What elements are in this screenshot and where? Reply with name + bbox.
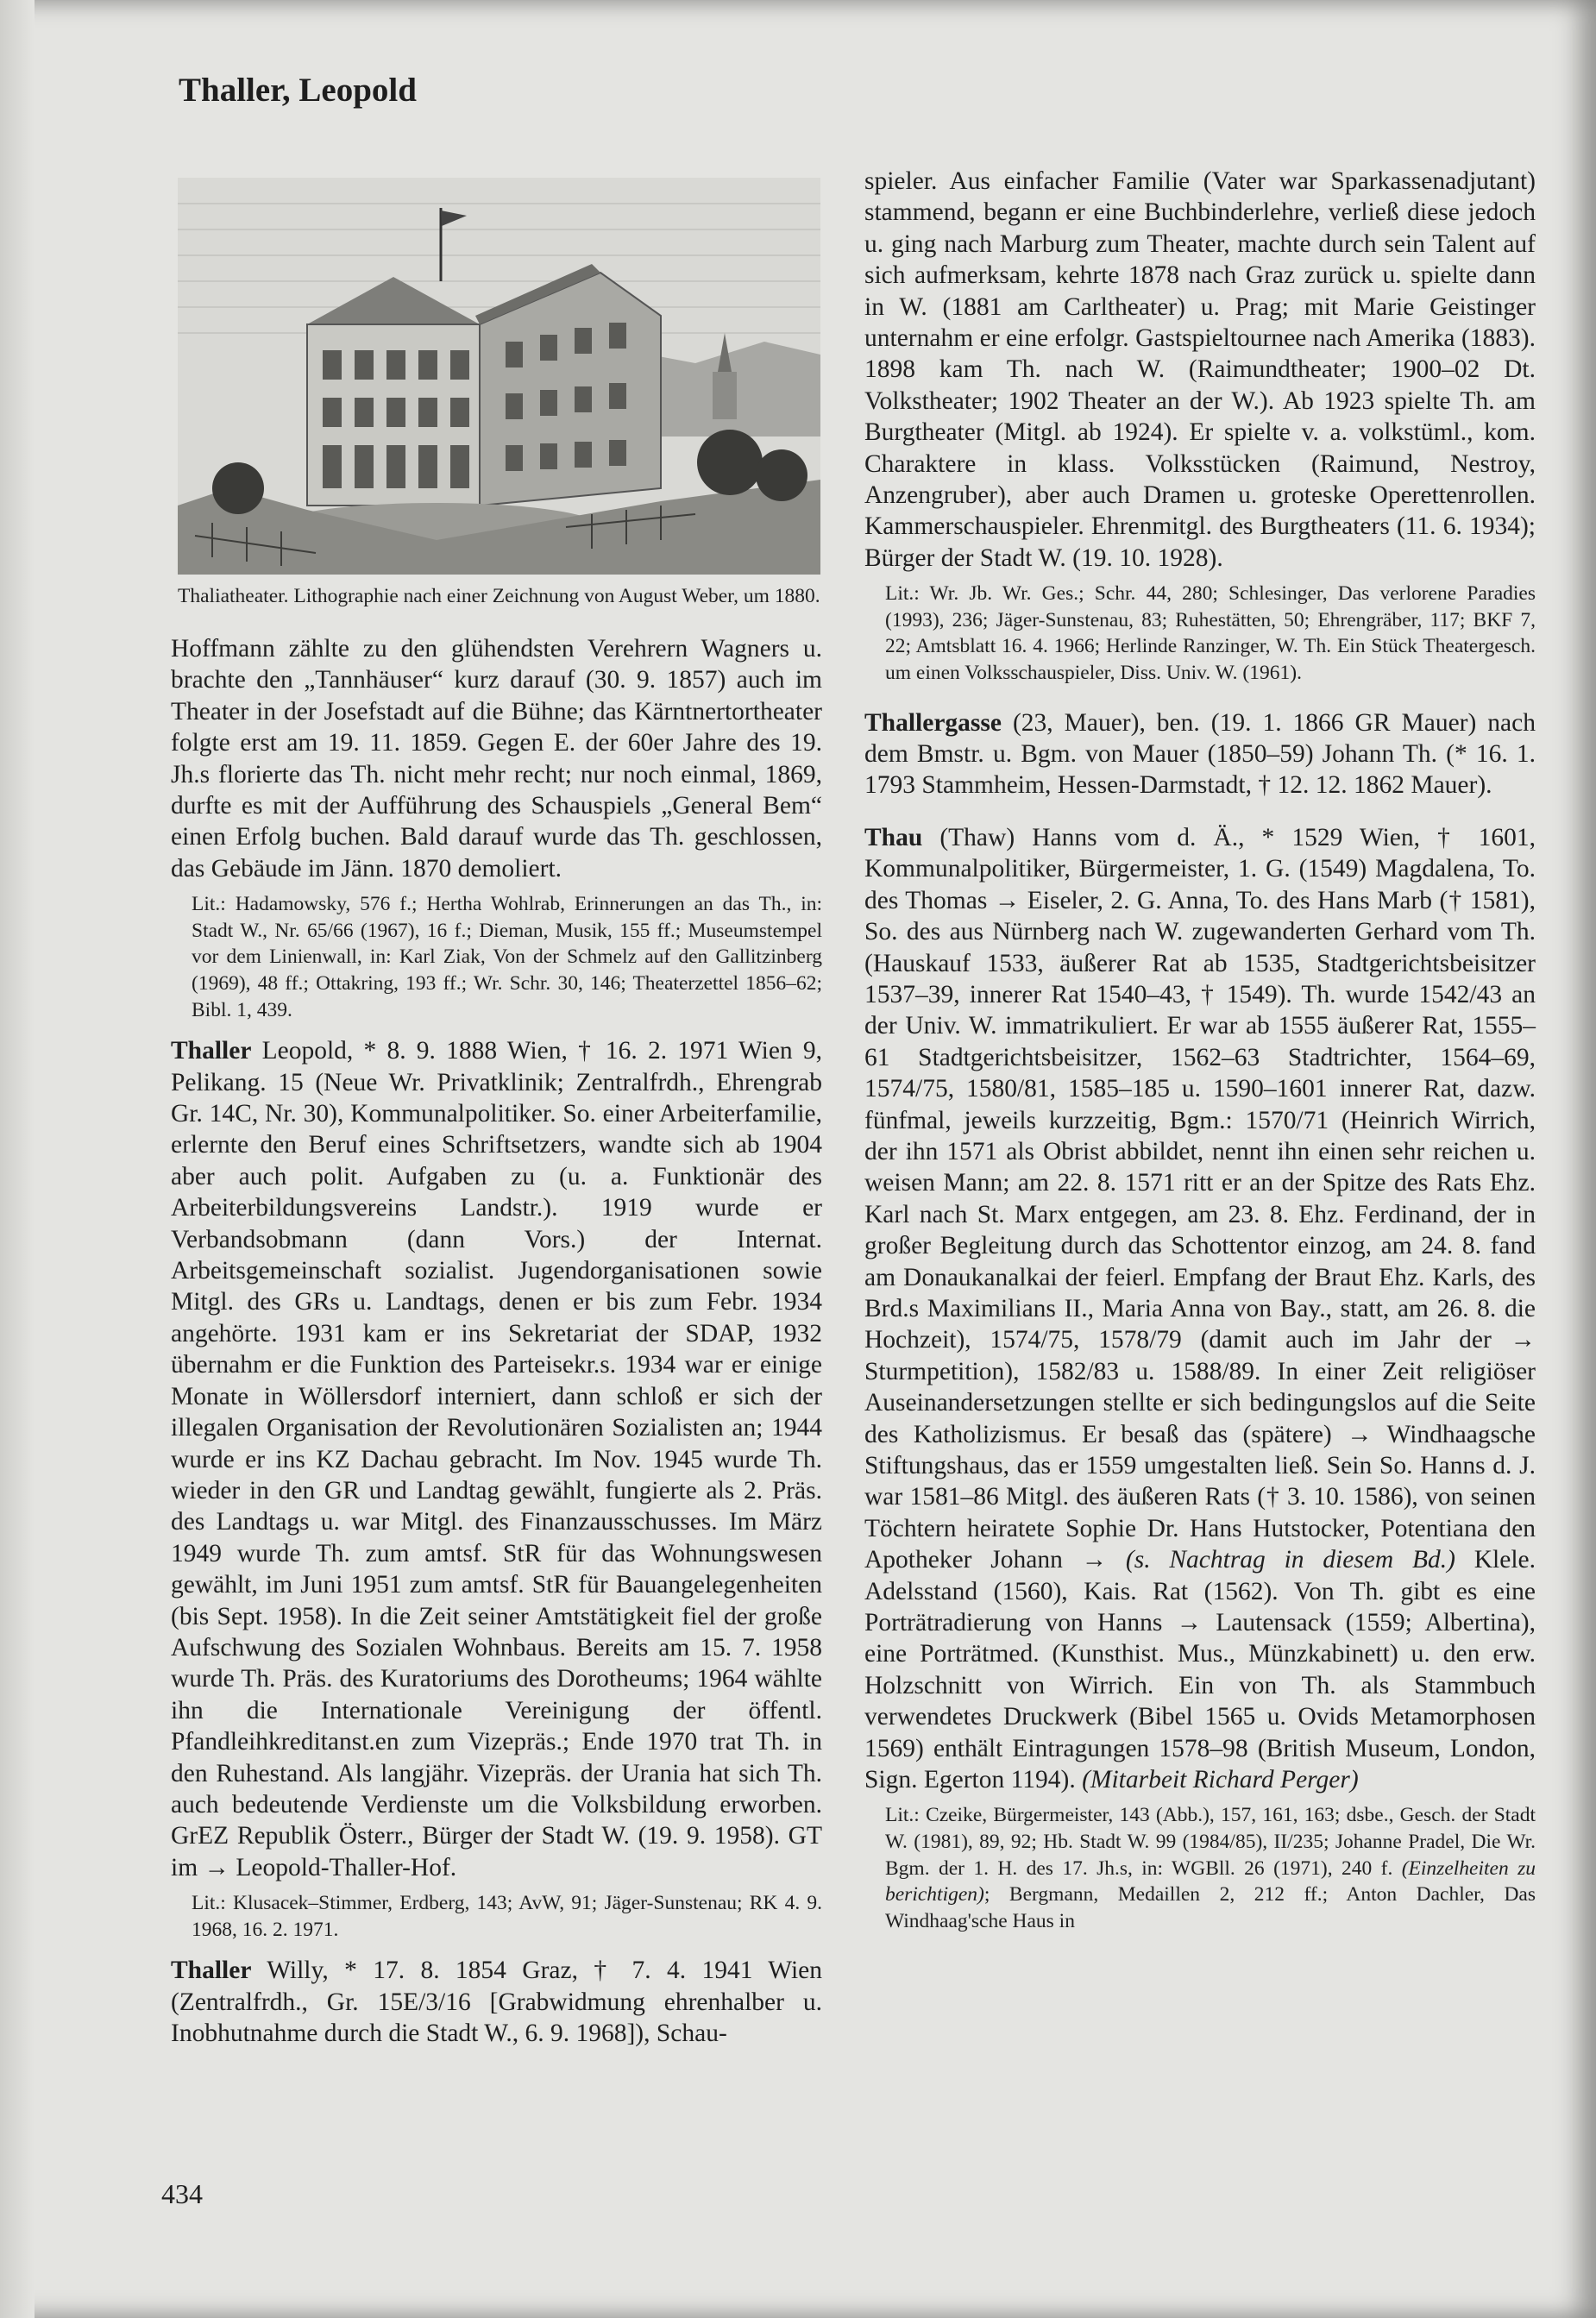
entry-text: Leopold, * 8. 9. 1888 Wien, † 16. 2. 1971 Wien 9, Pelikang. 15 (Neue Wr. Privatklinik; Zentralfrdh., Ehrengrab Gr. 14C, Nr. 30), Kommunalpolitiker. So. einer Arbeiterfamilie, erlernte den Beruf eines Schriftsetzers, wandte sich ab 1904 aber auch polit. Aufgaben zu (u. a. Funktionär des Arbeiterbildungsvereins Landstr.). 1919 wurde er Verbandsobmann (dann Vors.) der Internat. Arbeitsgemeinschaft sozialist. Jugendorganisationen sowie Mitgl. des GRs u. Landtags, denen er bis zum Febr. 1934 angehörte. 1931 kam er ins Sekretariat der SDAP, 1932 übernahm er die Funktion des Parteisekr.s. 1934 war er einige Monate in Wöllersdorf interniert, dann schloß er sich der illegalen Organisation der Revolutionären Sozialisten an; 1944 wurde er ins KZ Dachau gebracht. Im Nov. 1945 wurde Th. wieder in den GR und Landtag gewählt, fungierte als 2. Präs. des Landtags u. war Mitgl. des Finanzausschusses. Im März 1949 wurde Th. zum amtsf. StR für das Wohnungswesen gewählt, im Juni 1951 zum amtsf. StR für Bauangelegenheiten (bis Sept. 1958). In die Zeit seiner Amtstätigkeit fiel der große Aufschwung des Sozialen Wohnbaus. Bereits am 15. 7. 1958 wurde Th. Präs. des Kuratoriums des Dorotheums; 1964 wählte ihn die Internationale Vereinigung der öffentl. Pfandleihkreditanst.en zum Vizepräs.; Ende 1970 trat Th. in den Ruhestand. Als langjähr. Vizepräs. der Urania hat sich Th. auch bedeutende Verdienste um die Volksbildung erworben. GrEZ Republik Österr., Bürger der Stadt W. (19. 9. 1958). GT im → Leopold-Thaller-Hof.: [171, 1037, 822, 1881]
entry-thaller-willy: [171, 1955, 822, 2049]
entry-thaller-leopold: [171, 1035, 822, 1883]
entry-text: Klele. Adelsstand (1560), Kais. Rat (1562). Von Th. gibt es eine Porträtradierung von Hanns → Lautensack (1559; Albertina), eine Porträtmed. (Kunsthist. Mus., Münzkabinett) u. den erw. Holzschnitt von Wirrich. Ein von Th. als Stammbuch verwendetes Druckwerk (Bibel 1565 u. Ovids Metamorphosen 1569) enthält Eintragungen 1578–98 (British Museum, London, Sign. Egerton 1194).: [864, 1546, 1536, 1794]
headword-thaller-leopold: Thaller: [171, 1037, 252, 1065]
entry-author-credit: (Mitarbeit Richard Perger): [1082, 1766, 1359, 1794]
theater-lithograph-image: [178, 178, 820, 575]
right-column: [864, 166, 1536, 1946]
entry-text: (Thaw) Hanns vom d. Ä., * 1529 Wien, † 1601, Kommunalpolitiker, Bürgermeister, 1. G. (1549) Magdalena, To. des Thomas → Eiseler, 2. G. Anna, To. des Hans Marb († 1581), So. des aus Nürnberg nach W. zugewanderten Gerhard vom Th. (Hauskauf 1533, äußerer Rat ab 1535, Stadtgerichtsbeisitzer 1537–39, innerer Rat 1540–43, † 1549). Th. wurde 1542/43 an der Univ. W. immatrikuliert. Er war ab 1555 äußerer Rat, 1555–61 Stadtgerichtsbeisitzer, 1562–63 Stadtrichter, 1564–69, 1574/75, 1580/81, 1585–185 u. 1590–1601 innerer Rat, dazw. fünfmal, jeweils kurzzeitig, Bgm.: 1570/71 (Heinrich Wirrich, der ihn 1571 als Obrist abbildet, nennt ihn einen sehr reichen u. weisen Mann; am 22. 8. 1571 ritt er an der Spitze des Rats Ehz. Karl nach St. Marx entgegen, am 23. 8. Ehz. Ferdinand, der in großer Begleitung durch das Schottentor einzog, am 24. 8. fand am Donaukanalkai der feierl. Empfang der Braut Ehz. Karls, des Brd.s Maximilians II., Maria Anna von Bay., statt, am 26. 8. die Hochzeit), 1574/75, 1578/79 (damit auch im Jahr der → Sturmpetition), 1582/83 u. 1588/89. In einer Zeit religiöser Auseinandersetzungen stellte er sich bedingungslos auf die Seite des Katholizismus. Er besaß das (spätere) → Windhaagsche Stiftungshaus, das er 1559 umgestalten ließ. Sein So. Hanns d. J. war 1581–86 Mitgl. des äußeren Rats († 3. 10. 1586), von seinen Töchtern heiratete Sophie Dr. Hans Hutstocker, Potentiana den Apotheker Johann →: [864, 823, 1536, 1574]
literature-italic-note: (Einzelheiten zu berichtigen): [885, 1856, 1536, 1907]
headword-thau: Thau: [864, 823, 923, 851]
paragraph-thaliatheater-continuation: Hoffmann zählte zu den glühendsten Verehrern Wagners u. brachte den „Tannhäuser“ kurz darauf (30. 9. 1857) auch im Theater in der Josefstadt auf die Bühne; das Kärntnertortheater folgte erst am 19. 11. 1859. Gegen E. der 60er Jahre des 19. Jh.s florierte das Th. nicht mehr recht; nur noch einmal, 1869, durfte es mit der Aufführung des Schauspiels „General Bem“ einen Erfolg buchen. Bald darauf wurde das Th. geschlossen, das Gebäude im Jänn. 1870 demoliert.: [171, 635, 822, 883]
entry-text: Willy, * 17. 8. 1854 Graz, † 7. 4. 1941 Wien (Zentralfrdh., Gr. 15E/3/16 [Grabwidmung ehrenhalber u. Inobhutnahme durch die Stadt W., 6. 9. 1968]), Schau-: [171, 1957, 822, 2048]
headword-thaller-willy: Thaller: [171, 1957, 252, 1985]
page-gutter-shadow: [0, 0, 35, 2318]
entry-italic-note: (s. Nachtrag in diesem Bd.): [1125, 1546, 1455, 1574]
literature-thaller-leopold: Lit.: Klusacek–Stimmer, Erdberg, 143; AvW, 91; Jäger-Sunstenau; RK 4. 9. 1968, 16. 2. 1971.: [192, 1892, 822, 1941]
entry-text: (23, Mauer), ben. (19. 1. 1866 GR Mauer) nach dem Bmstr. u. Bgm. von Mauer (1850–59) Johann Th. (* 16. 1. 1793 Stammheim, Hessen-Darmstadt, † 12. 12. 1862 Mauer).: [864, 708, 1536, 800]
paragraph-thaller-willy-continuation: spieler. Aus einfacher Familie (Vater war Sparkassenadjutant) stammend, begann er eine Buchbinderlehre, verließ diese jedoch u. ging nach Marburg zum Theater, machte durch sein Talent auf sich aufmerksam, kehrte 1878 nach Graz zurück u. spielte dann in W. (1881 am Carltheater) u. Prag; mit Marie Geistinger unternahm er eine erfolgr. Gastspieltournee nach Amerika (1883). 1898 kam Th. nach W. (Raimundtheater; 1900–02 Dt. Volkstheater; 1902 Theater an der W.). Ab 1923 spielte Th. am Burgtheater (Mitgl. ab 1924). Er spielte v. a. volkstüml., kom. Charaktere in klass. Volksstücken (Raimund, Nestroy, Anzengruber), aber auch Dramen u. groteske Operettenrollen. Kammerschauspieler. Ehrenmitgl. des Burgtheaters (11. 6. 1934); Bürger der Stadt W. (19. 10. 1928).: [864, 167, 1536, 572]
entry-thallergasse: [864, 707, 1536, 801]
entry-thau: [864, 822, 1536, 1796]
running-head: Thaller, Leopold: [179, 72, 417, 109]
figure-thaliatheater: [178, 178, 820, 609]
literature-text: Lit.: Czeike, Bürgermeister, 143 (Abb.), 157, 161, 163; dsbe., Gesch. der Stadt W. (1981), 89, 92; Hb. Stadt W. 99 (1984/85), II/235; Johanne Pradel, Die Wr. Bgm. der 1. H. des 17. Jh.s, in: WGBll. 26 (1971), 240 f.: [885, 1804, 1536, 1880]
literature-thau: [885, 1802, 1536, 1934]
headword-thallergasse: Thallergasse: [864, 708, 1002, 737]
left-column: [171, 178, 822, 2050]
literature-thaliatheater: Lit.: Hadamowsky, 576 f.; Hertha Wohlrab, Erinnerungen an das Th., in: Stadt W., Nr. 65/66 (1967), 16 f.; Dieman, Musik, 155 ff.; Museumstempel vor dem Linienwall, in: Karl Ziak, Von der Schmelz auf den Gallitzinberg (1969), 48 ff.; Ottakring, 193 ff.; Wr. Schr. 30, 146; Theaterzettel 1856–62; Bibl. 1, 439.: [192, 893, 822, 1021]
page-number: 434: [161, 2178, 203, 2209]
literature-text: ; Bergmann, Medaillen 2, 212 ff.; Anton Dachler, Das Windhaag'sche Haus in: [885, 1883, 1536, 1932]
figure-caption: Thaliatheater. Lithographie nach einer Zeichnung von August Weber, um 1880.: [178, 585, 820, 607]
literature-thaller-willy: Lit.: Wr. Jb. Wr. Ges.; Schr. 44, 280; Schlesinger, Das verlorene Paradies (1993), 236; Jäger-Sunstenau, 83; Ruhestätten, 50; Ehrengräber, 117; BKF 7, 22; Amtsblatt 16. 4. 1966; Herlinde Ranzinger, W. Th. Ein Stück Theatergesch. um einen Volksschauspieler, Diss. Univ. W. (1961).: [885, 582, 1536, 685]
